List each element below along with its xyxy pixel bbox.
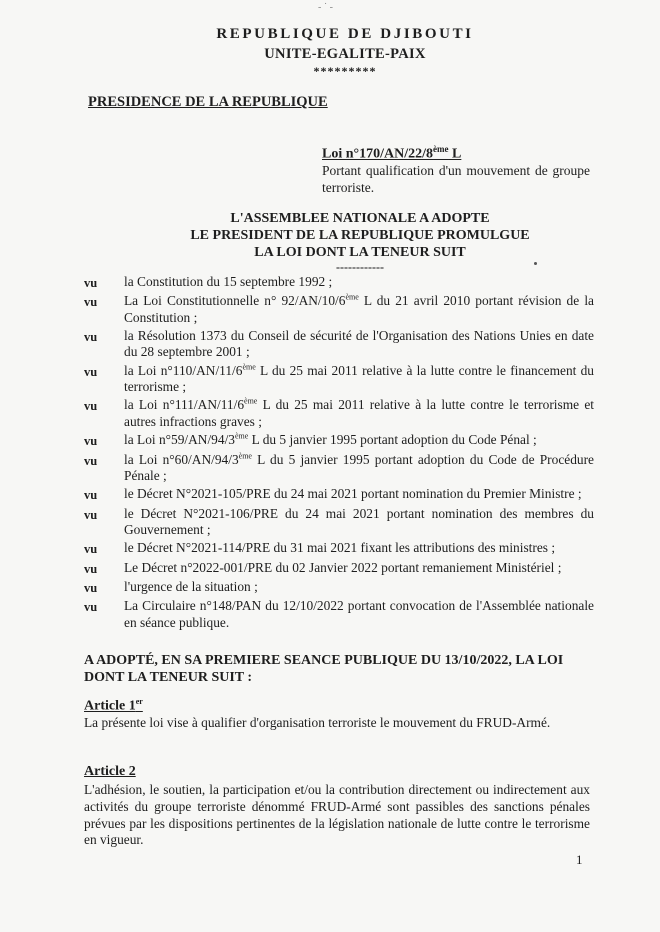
visa-label: vu xyxy=(84,453,98,468)
visa-label: vu xyxy=(84,507,98,522)
visas-list xyxy=(84,274,594,633)
visa-item xyxy=(84,579,594,596)
national-motto: UNITE-EGALITE-PAIX xyxy=(264,46,426,62)
page-number: 1 xyxy=(576,852,583,867)
visa-label: vu xyxy=(84,364,98,379)
visa-label: vu xyxy=(84,488,98,503)
visa-item xyxy=(84,486,594,503)
scan-dot xyxy=(534,262,537,265)
visa-item xyxy=(84,293,594,326)
visa-label: vu xyxy=(84,399,98,414)
law-number: Loi n°170/AN/22/8ème L xyxy=(322,144,462,162)
visa-label: vu xyxy=(84,561,98,576)
law-description: Portant qualification d'un mouvement de groupe terroriste. xyxy=(322,163,590,195)
visa-text: la Loi n°59/AN/94/3ème L du 5 janvier 1995 portant adoption du Code Pénal ; xyxy=(124,431,537,448)
visa-text: l'urgence de la situation ; xyxy=(124,579,258,595)
visa-item xyxy=(84,363,594,396)
visa-text: la Résolution 1373 du Conseil de sécurité de l'Organisation des Nations Unies en date du 28 septembre 2001 ; xyxy=(124,328,594,360)
visa-text: la Constitution du 15 septembre 1992 ; xyxy=(124,274,333,289)
adoption-line-1: L'ASSEMBLEE NATIONALE A ADOPTE xyxy=(230,211,490,226)
adoption-line-3: LA LOI DONT LA TENEUR SUIT xyxy=(254,245,466,260)
visa-text: le Décret N°2021-106/PRE du 24 mai 2021 portant nomination des membres du Gouvernement ; xyxy=(124,505,594,537)
visa-label: vu xyxy=(84,295,98,310)
visa-item xyxy=(84,397,594,430)
country-name: REPUBLIQUE DE DJIBOUTI xyxy=(216,26,474,42)
visa-label: vu xyxy=(84,600,98,615)
article-1-text: La présente loi vise à qualifier d'organisation terroriste le mouvement du FRUD-Armé. xyxy=(84,715,551,730)
visa-text: la Loi n°111/AN/11/6ème L du 25 mai 2011 relative à la lutte contre le terrorisme et autres infractions graves ; xyxy=(124,396,595,429)
visa-item xyxy=(84,328,594,361)
adoption-heading xyxy=(60,210,660,261)
visa-text: Le Décret n°2022-001/PRE du 02 Janvier 2022 portant remaniement Ministériel ; xyxy=(124,559,562,575)
visa-item xyxy=(84,432,594,449)
visa-label: vu xyxy=(84,581,98,596)
visa-item xyxy=(84,598,594,631)
visa-label: vu xyxy=(84,542,98,557)
visa-text: La Loi Constitutionnelle n° 92/AN/10/6ème L du 21 avril 2010 portant révision de la Constitution ; xyxy=(124,292,594,325)
article-2-title: Article 2 xyxy=(84,764,136,779)
visa-label: vu xyxy=(84,330,98,345)
heading-separator: ------------ xyxy=(336,260,384,274)
visa-item xyxy=(84,274,594,291)
visa-text: La Circulaire n°148/PAN du 12/10/2022 portant convocation de l'Assemblée nationale en séance publique. xyxy=(124,598,594,630)
visa-label: vu xyxy=(84,434,98,449)
visa-text: le Décret N°2021-114/PRE du 31 mai 2021 fixant les attributions des ministres ; xyxy=(124,540,556,556)
visa-item xyxy=(84,506,594,539)
visa-text: la Loi n°60/AN/94/3ème L du 5 janvier 1995 portant adoption du Code de Procédure Pénale ; xyxy=(124,451,594,483)
header-stars: ********* xyxy=(313,64,377,78)
visa-label: vu xyxy=(84,276,98,290)
visa-text: le Décret N°2021-105/PRE du 24 mai 2021 portant nomination du Premier Ministre ; xyxy=(124,486,582,502)
visa-item xyxy=(84,452,594,485)
article-2-text: L'adhésion, le soutien, la participation et/ou la contribution directement ou indirectement aux activités du groupe terroriste dénommé FRUD-Armé sont passibles des sanctions pénales prévues par les dispositions pertinentes de la législation nationale de lutte contre le terrorisme en vigueur. xyxy=(84,782,590,848)
visa-item xyxy=(84,560,594,577)
adoption-line-2: LE PRESIDENT DE LA REPUBLIQUE PROMULGUE xyxy=(190,228,530,243)
visa-text: la Loi n°110/AN/11/6ème L du 25 mai 2011 relative à la lutte contre le financement du terrorisme ; xyxy=(124,362,595,395)
visa-item xyxy=(84,540,594,557)
adoption-statement: A ADOPTÉ, EN SA PREMIERE SEANCE PUBLIQUE DU 13/10/2022, LA LOI DONT LA TENEUR SUIT : xyxy=(84,653,564,685)
scan-artifact-mark: - ˙ - xyxy=(318,2,333,13)
article-1-title: Article 1er xyxy=(84,697,143,714)
issuing-authority: PRESIDENCE DE LA REPUBLIQUE xyxy=(88,94,328,110)
